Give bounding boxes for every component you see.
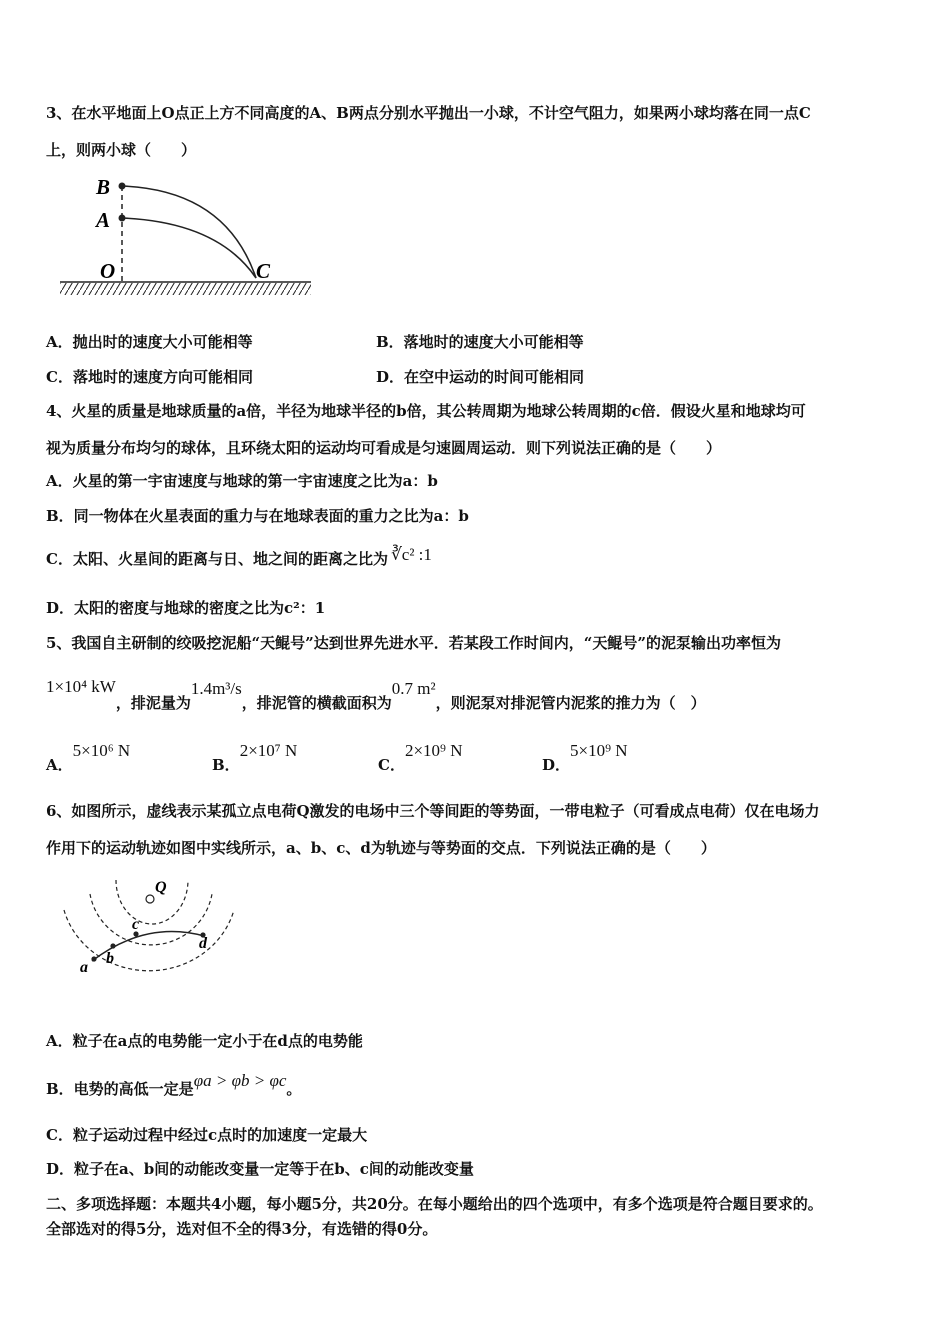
q6-equipotential-figure <box>56 870 246 990</box>
q5-option-a-value: 5×10⁶ N <box>72 741 131 760</box>
q6-option-b-text: B．电势的高低一定是 <box>46 1080 194 1098</box>
label-q: Q <box>155 879 167 896</box>
q4-option-c-math: ∛c² :1 <box>390 545 432 564</box>
q4-option-d: D．太阳的密度与地球的密度之比为c²：1 <box>46 599 326 617</box>
q5-area-value: 0.7 m² <box>391 679 436 698</box>
q4-stem-line2: 视为质量分布均匀的球体，且环绕太阳的运动均可看成是匀速圆周运动．则下列说法正确的是（ ） <box>46 439 722 457</box>
q4-option-a: A．火星的第一宇宙速度与地球的第一宇宙速度之比为a：b <box>46 472 438 490</box>
point-b-dot <box>110 943 115 948</box>
q6-stem-line2: 作用下的运动轨迹如图中实线所示，a、b、c、d为轨迹与等势面的交点．下列说法正确的是（ ） <box>46 839 716 857</box>
ground-hatch <box>60 283 311 295</box>
q5-option-b <box>212 740 298 774</box>
q6-option-b-math: φa > φb > φc <box>193 1071 287 1090</box>
label-a: a <box>80 959 88 976</box>
q5-option-d-value: 5×10⁹ N <box>570 741 628 760</box>
q3-option-c: C．落地时的速度方向可能相同 <box>46 368 253 386</box>
q3-stem-line1: 3、在水平地面上O点正上方不同高度的A、B两点分别水平抛出一小球，不计空气阻力，如果两小球均落在同一点C <box>46 104 811 122</box>
q4-option-b: B．同一物体在火星表面的重力与在地球表面的重力之比为a：b <box>46 507 469 525</box>
section2-instructions-line2: 全部选对的得5分，选对但不全的得3分，有选错的得0分。 <box>46 1220 438 1238</box>
q3-option-a: A．抛出时的速度大小可能相等 <box>46 333 253 351</box>
q6-option-b <box>46 1070 302 1098</box>
q6-option-a: A．粒子在a点的电势能一定小于在d点的电势能 <box>46 1032 363 1050</box>
q6-stem-line1: 6、如图所示，虚线表示某孤立点电荷Q激发的电场中三个等间距的等势面，一带电粒子（可看成点电荷）仅在电场力 <box>46 802 820 820</box>
q5-text-1: ，排泥量为 <box>115 694 191 712</box>
point-a-dot <box>119 215 126 222</box>
q3-option-d: D．在空中运动的时间可能相同 <box>376 368 585 386</box>
charge-q-circle <box>146 895 154 903</box>
q5-text-3: ，则泥泵对排泥管内泥浆的推力为（ ） <box>435 694 706 712</box>
q6-option-c: C．粒子运动过程中经过c点时的加速度一定最大 <box>46 1126 368 1144</box>
q3-projectile-figure <box>56 170 316 300</box>
q5-option-d-label: D． <box>542 756 571 774</box>
point-b-dot <box>119 183 126 190</box>
q5-power-value: 1×10⁴ kW <box>46 677 116 696</box>
q3-stem-line2: 上，则两小球（ ） <box>46 141 197 159</box>
label-d: d <box>199 935 207 952</box>
equipotential-outer <box>64 910 234 971</box>
q5-option-a <box>46 740 131 774</box>
q5-option-c <box>378 740 463 774</box>
label-c: C <box>256 259 271 283</box>
q5-stem-line2 <box>46 677 706 712</box>
q5-flow-value: 1.4m³/s <box>190 679 242 698</box>
point-a-dot <box>91 956 96 961</box>
label-a: A <box>96 208 111 232</box>
q4-stem-line1: 4、火星的质量是地球质量的a倍，半径为地球半径的b倍，其公转周期为地球公转周期的c倍．假设火星和地球均可 <box>46 402 806 420</box>
q3-option-b: B．落地时的速度大小可能相等 <box>376 333 584 351</box>
q5-option-b-value: 2×10⁷ N <box>239 741 298 760</box>
trajectory-from-a <box>122 218 256 278</box>
label-c: c <box>132 916 140 933</box>
q5-option-c-label: C． <box>378 756 405 774</box>
q5-option-d <box>542 740 628 774</box>
q5-stem-line1: 5、我国自主研制的绞吸挖泥船“天鲲号”达到世界先进水平．若某段工作时间内，“天鲲号”的泥泵输出功率恒为 <box>46 634 781 652</box>
label-o: O <box>100 259 116 283</box>
q5-option-c-value: 2×10⁹ N <box>404 741 463 760</box>
label-b: B <box>96 175 111 199</box>
section2-instructions-line1: 二、多项选择题：本题共4小题，每小题5分，共20分。在每小题给出的四个选项中，有多个选项是符合题目要求的。 <box>46 1195 823 1213</box>
q5-option-b-label: B． <box>212 756 240 774</box>
label-b: b <box>106 950 114 967</box>
trajectory-from-b <box>122 186 256 278</box>
q4-option-c-text: C．太阳、火星间的距离与日、地之间的距离之比为 <box>46 550 388 568</box>
q6-option-d: D．粒子在a、b间的动能改变量一定等于在b、c间的动能改变量 <box>46 1160 474 1178</box>
q6-option-b-end: 。 <box>286 1080 302 1098</box>
q5-option-a-label: A． <box>46 756 73 774</box>
q5-text-2: ，排泥管的横截面积为 <box>241 694 392 712</box>
q4-option-c <box>46 545 432 569</box>
